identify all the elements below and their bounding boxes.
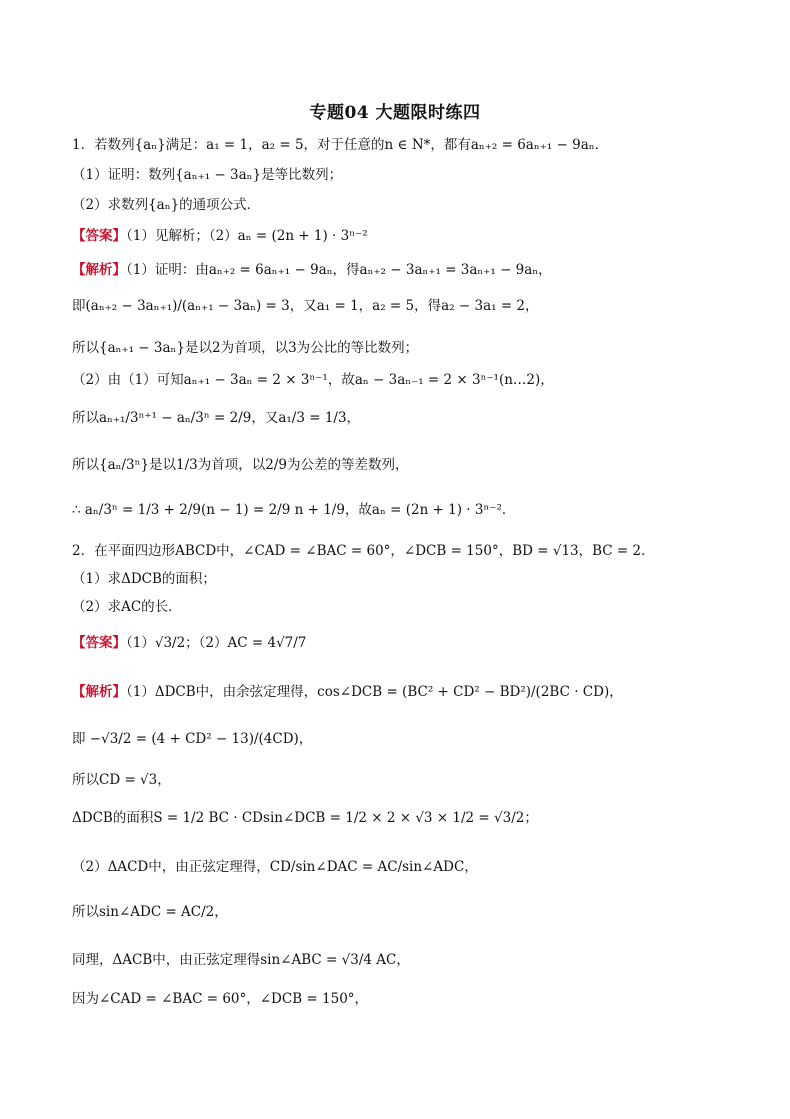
problem-1-answer	[72, 228, 368, 244]
problem-2-analysis-4: ΔDCB的面积S = 1/2 BC · CDsin∠DCB = 1/2 × 2 × √3 × 1/2 = √3/2；	[72, 810, 538, 826]
analysis-tag: 【解析】	[72, 262, 126, 278]
problem-1-statement: 1．若数列{aₙ}满足：a₁ = 1，a₂ = 5，对于任意的n ∈ N*，都有aₙ₊₂ = 6aₙ₊₁ − 9aₙ．	[72, 137, 609, 153]
line-body: （1）见解析；（2）aₙ = (2n + 1) · 3ⁿ⁻²	[126, 228, 368, 244]
answer-tag: 【答案】	[72, 228, 126, 244]
line-body: （1）证明：由aₙ₊₂ = 6aₙ₊₁ − 9aₙ，得aₙ₊₂ − 3aₙ₊₁ = 3aₙ₊₁ − 9aₙ，	[126, 262, 552, 278]
answer-tag: 【答案】	[72, 635, 126, 651]
problem-2-answer	[72, 635, 306, 651]
problem-1-analysis-2: 即(aₙ₊₂ − 3aₙ₊₁)/(aₙ₊₁ − 3aₙ) = 3，又a₁ = 1，a₂ = 5，得a₂ − 3a₁ = 2，	[72, 298, 539, 314]
problem-1-analysis-7: ∴ aₙ/3ⁿ = 1/3 + 2/9(n − 1) = 2/9 n + 1/9，故aₙ = (2n + 1) · 3ⁿ⁻²．	[72, 502, 516, 518]
problem-1-analysis-3: 所以{aₙ₊₁ − 3aₙ}是以2为首项，以3为公比的等比数列；	[72, 340, 419, 356]
problem-2-analysis-5: （2）ΔACD中，由正弦定理得，CD/sin∠DAC = AC/sin∠ADC，	[72, 859, 478, 875]
problem-1-analysis-5: 所以aₙ₊₁/3ⁿ⁺¹ − aₙ/3ⁿ = 2/9，又a₁/3 = 1/3，	[72, 410, 361, 426]
problem-1-analysis-1	[72, 262, 552, 278]
problem-2-analysis-8: 因为∠CAD = ∠BAC = 60°，∠DCB = 150°，	[72, 991, 369, 1007]
problem-2-analysis-7: 同理，ΔACB中，由正弦定理得sin∠ABC = √3/4 AC，	[72, 952, 410, 968]
problem-1-analysis-4: （2）由（1）可知aₙ₊₁ − 3aₙ = 2 × 3ⁿ⁻¹，故aₙ − 3aₙ₋₁ = 2 × 3ⁿ⁻¹(n…2)，	[72, 372, 554, 388]
line-body: （1）ΔDCB中，由余弦定理得，cos∠DCB = (BC² + CD² − BD²)/(2BC · CD)，	[126, 684, 623, 700]
problem-2-analysis-2: 即 −√3/2 = (4 + CD² − 13)/(4CD)，	[72, 731, 313, 747]
problem-2-part-2: （2）求AC的长．	[72, 599, 182, 615]
problem-1-part-2: （2）求数列{aₙ}的通项公式．	[72, 197, 261, 213]
page-title: 专题04 大题限时练四	[309, 103, 481, 123]
problem-2-statement: 2．在平面四边形ABCD中，∠CAD = ∠BAC = 60°，∠DCB = 150°，BD = √13，BC = 2．	[72, 543, 655, 559]
problem-2-part-1: （1）求ΔDCB的面积；	[72, 571, 216, 587]
analysis-tag: 【解析】	[72, 684, 126, 700]
problem-2-analysis-6: 所以sin∠ADC = AC/2，	[72, 904, 228, 920]
problem-2-analysis-1	[72, 684, 623, 700]
problem-1-part-1: （1）证明：数列{aₙ₊₁ − 3aₙ}是等比数列；	[72, 167, 343, 183]
problem-1-analysis-6: 所以{aₙ/3ⁿ}是以1/3为首项，以2/9为公差的等差数列，	[72, 457, 409, 473]
problem-2-analysis-3: 所以CD = √3，	[72, 772, 171, 788]
line-body: （1）√3/2；（2）AC = 4√7/7	[126, 635, 307, 651]
